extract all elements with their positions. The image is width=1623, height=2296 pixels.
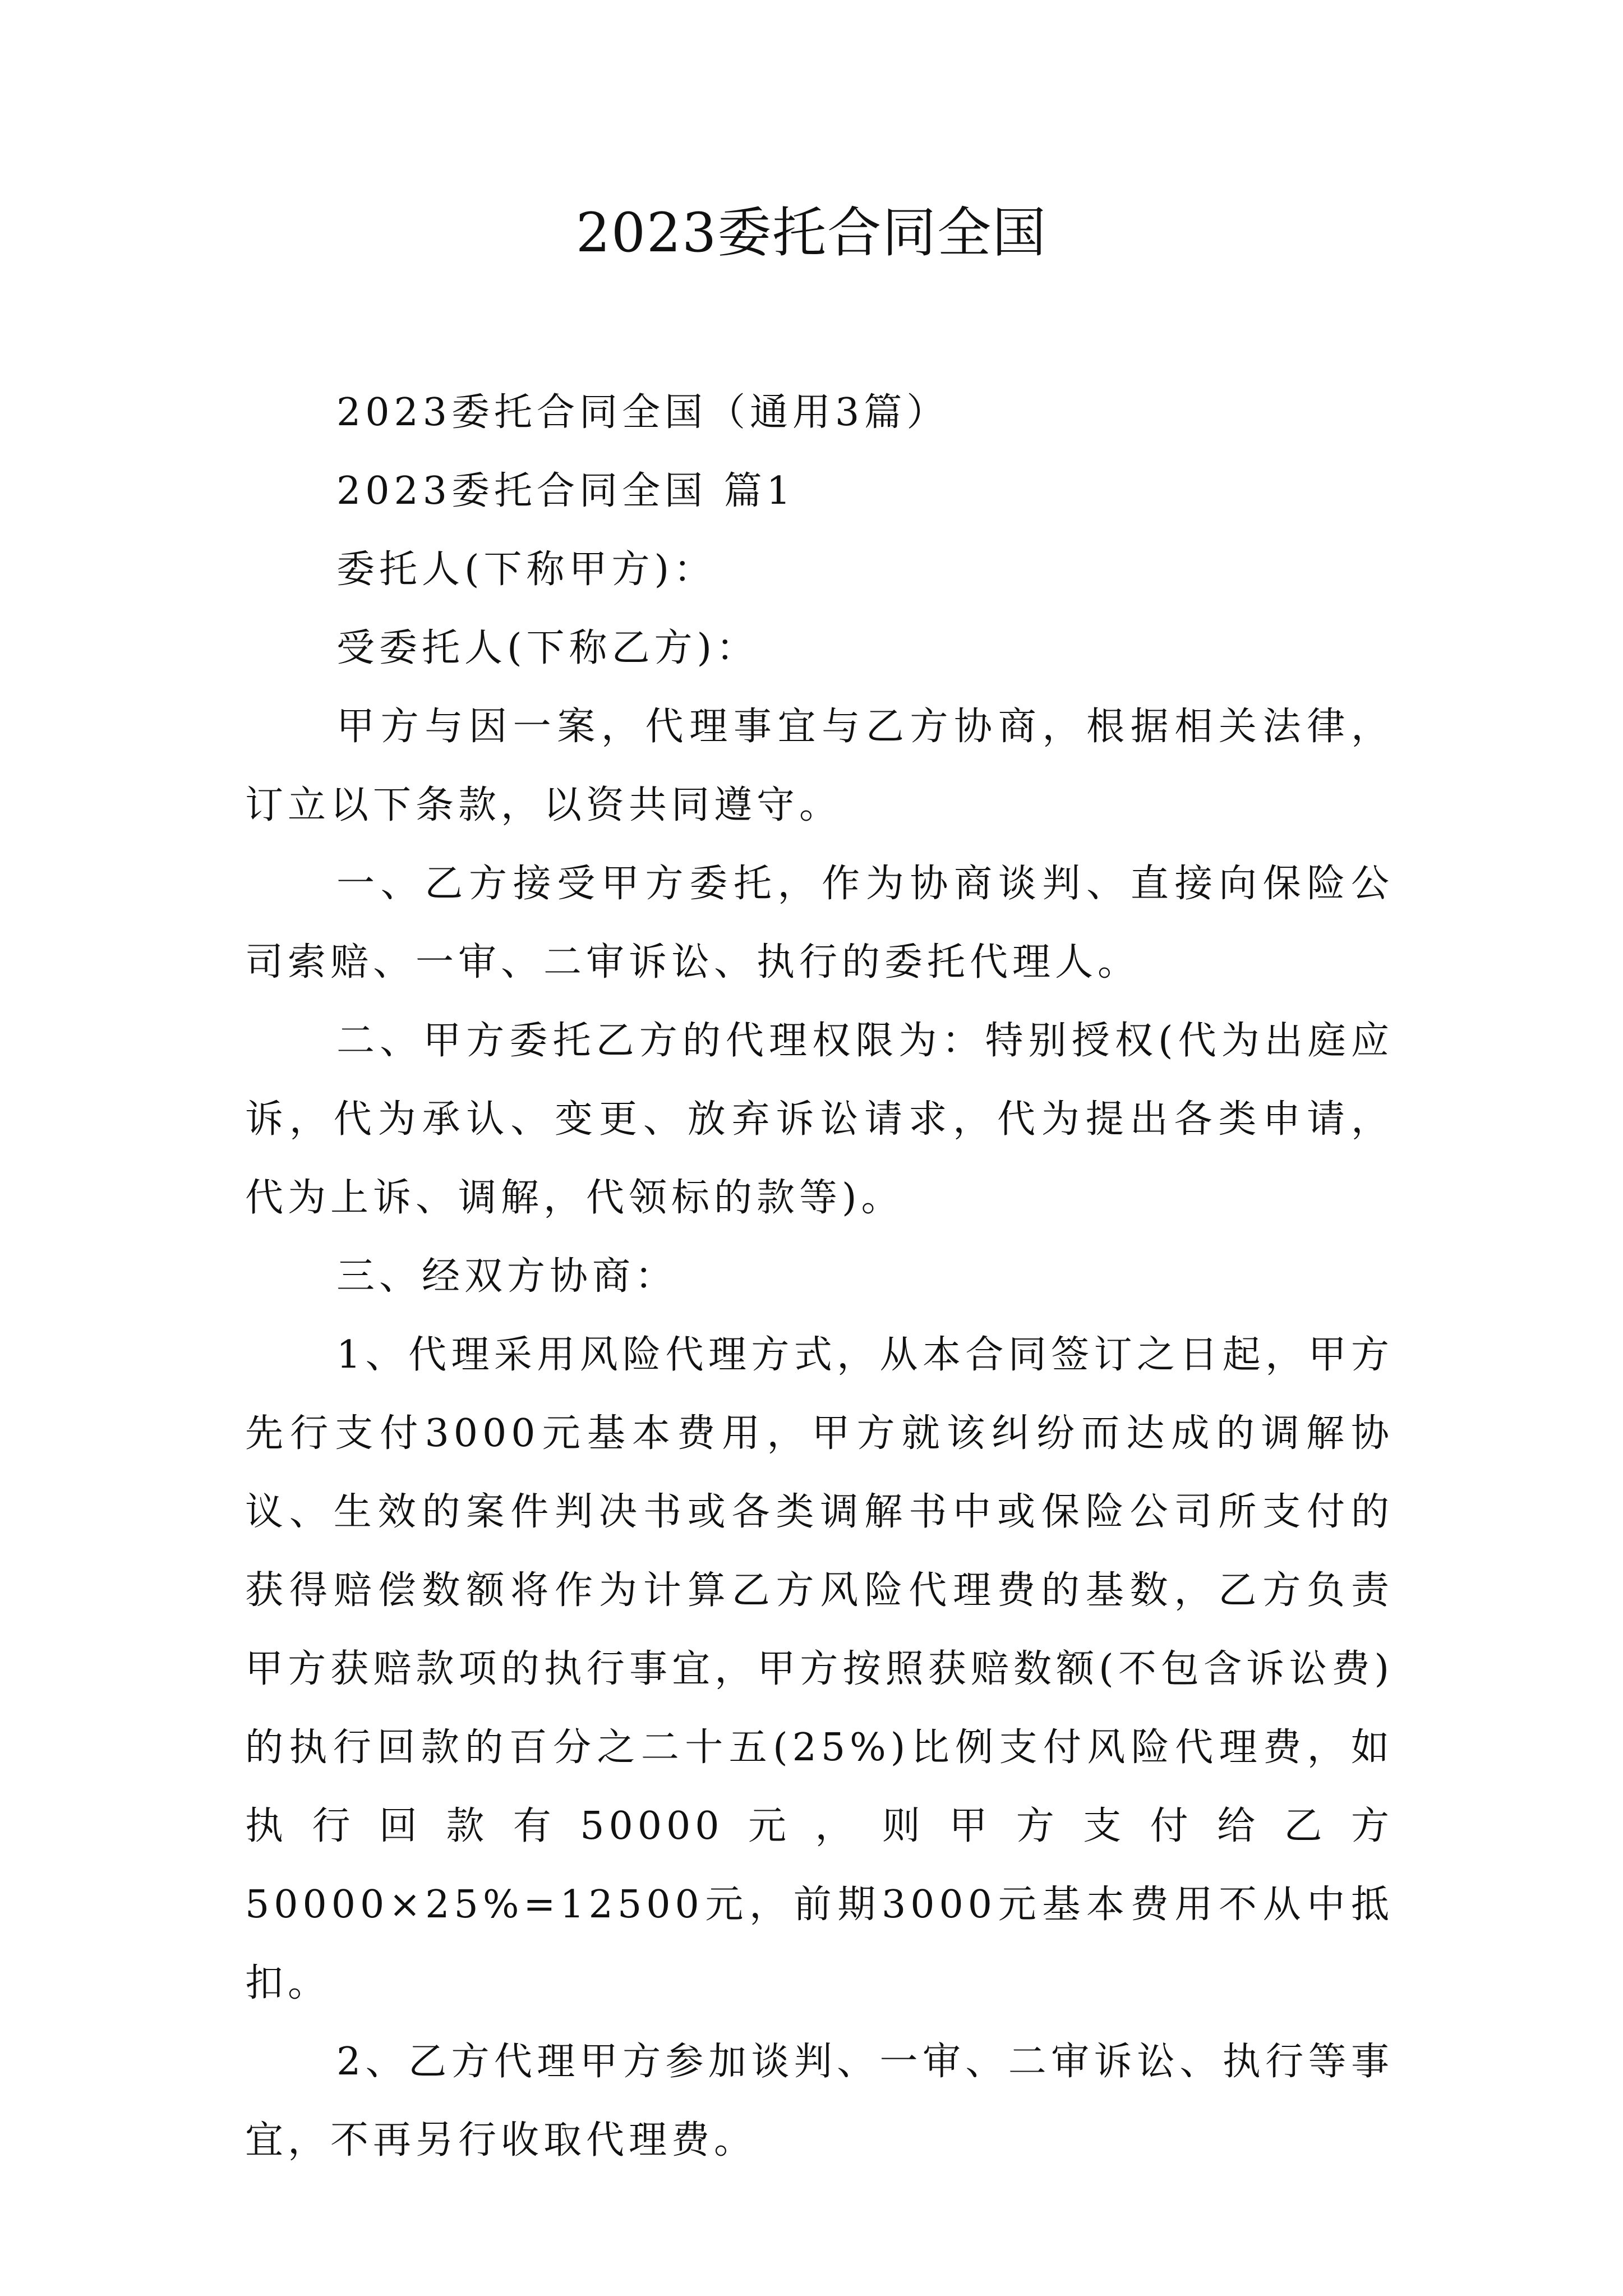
principal-line: 委托人(下称甲方)： (336, 547, 717, 592)
agent-line: 受委托人(下称乙方)： (336, 626, 759, 670)
document-title: 2023委托合同全国 (575, 201, 1048, 264)
clause-3-heading: 三、经双方协商： (336, 1254, 678, 1299)
section-heading: 2023委托合同全国 篇1 (336, 469, 795, 513)
clause-1-paragraph: 一、乙方接受甲方委托，作为协商谈判、直接向保险公司索赔、一审、二审诉讼、执行的委托代理人。 (245, 862, 1394, 984)
fee-paragraph-2: 2、乙方代理甲方参加谈判、一审、二审诉讼、执行等事宜，不再另行收取代理费。 (245, 2040, 1394, 2162)
document-body (245, 374, 1394, 2180)
subtitle-line: 2023委托合同全国（通用3篇） (336, 390, 949, 435)
fee-paragraph-1: 1、代理采用风险代理方式，从本合同签订之日起，甲方先行支付3000元基本费用，甲方就该纠纷而达成的调解协议、生效的案件判决书或各类调解书中或保险公司所支付的获得赔偿数额将作为计算乙方风险代理费的基数，乙方负责甲方获赔款项的执行事宜，甲方按照获赔数额(不包含诉讼费)的执行回款的百分之二十五(25%)比例支付风险代理费，如执行回款有50000元，则甲方支付给乙方50000×25%=12500元，前期3000元基本费用不从中抵扣。 (245, 1333, 1394, 2005)
clause-2-paragraph: 二、甲方委托乙方的代理权限为：特别授权(代为出庭应诉，代为承认、变更、放弃诉讼请求，代为提出各类申请，代为上诉、调解，代领标的款等)。 (245, 1019, 1394, 1220)
preamble-paragraph: 甲方与因一案，代理事宜与乙方协商，根据相关法律，订立以下条款，以资共同遵守。 (245, 705, 1394, 827)
